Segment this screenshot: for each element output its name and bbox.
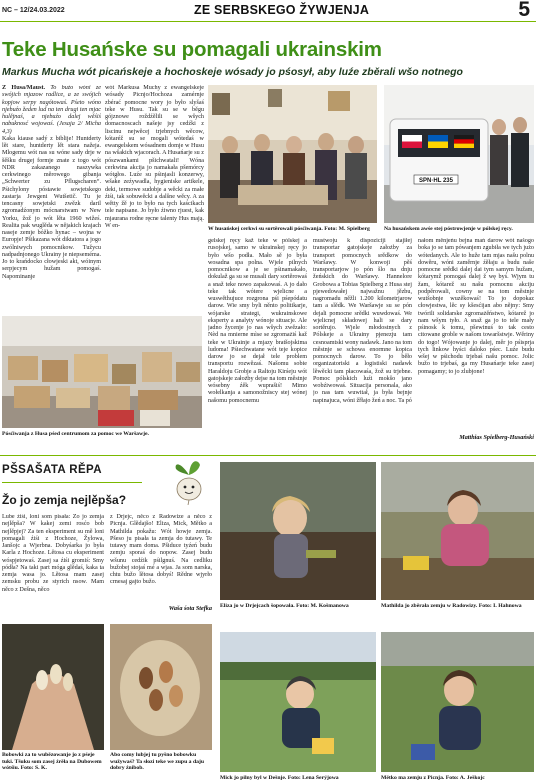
section-column-1 [2,514,104,616]
article-col2-body: wót Markusa Muchy z ewangelskeje wósady Picnjo/Hochoza zamérnje zbérać pomocne wory jo było slyšaś teke w Husu. Tak su se w běgu gójznowe roždźělili se wšych domacnoscach našeje jsy cedźki z liscinu nejwěcej trjebnych wěcow, kótaréž su se mogali wótedaś w ewangelskem wósadnem domje w Husu na wšakich wjacorach. A Husańarje su z pószwankami pšichwatali! Wóna cerkwina akcija jo namakała pšemórcy wótgłos. Luźe su pśinjasli konzerwy, wšake zeźywadla, hygieniske artikele, deki, termowe sudobje a wěcki za małe źiśi, tak sobuwěcki a dalšne wěcy. A za wětty žě jo to było na tych kaścikach tele napisane. Jo było źiwno rjuest, kak mjaurana rodne ręcne talenty Hus mają. W en- [105,85,204,229]
mick-photo [220,632,376,772]
bible-quote: To buźo wóni ze swójich mjazow radlice, a ze swójich kopjow serpy nagótowaś. Pśeto wóno njebuźo žeden lud na ten drugi ten mjac hulějnaś, a njebuźo dalej wěśiś nabuknosć wojowaś. (Jesaja 2/ Micha 4,3) [2,85,101,135]
warsaw-center-image [2,316,202,428]
page-header [0,0,536,22]
bobowki-photo-caption: Bobowki za to wubězowanje jo z pśeje tuki. Tšuku som zasej źrěła na Dubowem wótśiu. Foto: S. K. [2,752,102,772]
article-col5-body: nałom měnjeńu bejna mań darow wót našogo boka jo se tam pówanjem zgubiła we tych jużo wótedanych. Ale to huže tam mjas našu polnu dowěru, wóni zaměrnje źěłaju a budu naše pomocne srědki dalej dai tym samym hužam, kótarymž pomogaś dalej ž wę byś. Wjym tu žam, kótarež su našu pomocnu akciju podpěrowali, cowny se na tom městnje wutšobnje wuzěkowaś! To jo dopokaz cłowjestwa, lěc sy kšesćijan abo nějny: Smy twórili solidarske zgromażěństwo, kótarež jo nam wšym tyło. A snaž ga jo to tele mały pśinosk k tomu, pšewinuś to tak cesto citowane groble w našom towaršstwje. Wěriny do togo! Wójowanje jo dalej, měr jo pśisprja tych linkow hyści daloko pśec. Luźe budu wšej w pśichodu trjebaś našu pomoc. Jolic bužo to trjebaś, ga my Husańarje teke zasej pomagamy; to jo zlubjone! [418,238,534,375]
mick-image [220,632,376,772]
article-subheadline: Markus Mucha wót picańskeje a hochoskeje wósady jo pśosył, aby luźe zběrali wšo notnego [2,66,463,78]
turnip-mascot-icon [170,457,208,505]
metko-photo [381,632,534,772]
section-header-title: ZE SERBSKEGO ŽYWJENJA [194,3,370,17]
eliza-photo [220,462,376,600]
warsaw-center-photo [2,316,202,428]
church-sorting-photo [208,85,377,223]
article-col3-body: gelskej ręcy kaž teke w pólskej a rusojskej, samo w ukrainskej ręcy jo było wšo podła. Mało sě jo była wosadna spa polna. Wjele pilnych pomocnikow a je se pśinamakało, dokulaž ga su se musali dary sortěrowaś a snaž teke nowo zapakowaś. A jo dało teke tak wótere wjelicne a wuswěthujuce rozgrona pśi pśepódatu darow. Wie smy byli něnto politikarje, wójarske strategi, wukrainskowe eksperty a analyty wónoje situacje. Ale jadno žycenje jo nas wšych zwězało: Nèd na mnierne mìse se zgromażiś kaž teke w Ukrainje a mjazy bratšojskima ludoma! Pśiechwatane wót teje kopice darow jo se dejał tele problem transportu rozwězaś. Našomu sobie Haraldoju Grobje a Raltoju Kirśeju wót gatojskeje założby dejse na tom městnje wósebny źěk wuprašiś! Mimo wołelkanja a samonožniscy stej wónej našomu pomocnemu [208,238,307,404]
bobowy-photo-caption: Abo comy lubjej tu pyšno bobowku wužywaś? Ta słozi teke we zupu a daju dobry źnibob. [110,752,205,772]
section-author: Waša śota Stefka [168,605,212,612]
article-col1-body: Kaka kiause sadý z biblije! Huntderty lět stare, huntderty lět stara nažeja. Mlogemu wót nas su wóne sady drje w šěšku drugej formje znate z togo wót NDR zakazanego naszywka cerkwinego měrowego gibanja „Schwerter zu Pflugscharen“. Pśichylony póstawie sowjetskego zastarja Jewgeni Wutšetič. Tu je tencasny sowjetski zwězk daril zgromadźonym mócnarstwam w New Yorku, žož jo wót lěta 1960 wižeś. Realita pak wuglěda w nějakich krajach naseje zemje bóžko hynac – wojna w Europje! Pšikazana wót diktatora a jogo zwólniwych pomocnikow. Tužycu nadpadnjonego Ukrainy je niepseméma. Jo to krańdocko cłowjeski akt, wóinym serpjecym hužam pomogaś. Napominanje [2,135,101,280]
article-dateline: Z Husa/Maust. [2,85,46,91]
bobowki-photo [2,624,104,750]
mathilda-photo [381,462,534,600]
article-column-5 [418,238,534,434]
mick-photo-caption: Mick jo pilny byl w Dešnje. Foto: Lena Šerýjowa [220,775,339,781]
church-photo-caption: W husańskej cerkwi su sortěrowali pósćiwanja. Foto: M. Spielberg [208,226,370,232]
section-title-underline [2,482,142,483]
mathilda-photo-caption: Mathilda jo zběrała zemju w Radowizy. Foto: I. Hahnowa [381,603,522,609]
section-divider [0,455,536,456]
church-sorting-image [208,85,377,223]
article-column-1 [2,85,101,309]
bean-hand-image [2,624,104,750]
section-col1-body: Lube źiśi, loni som pisała: Žo jo zemja nejlěpša? W kakej zemi rosćo bob nejlěpjej? Za ten eksperiment su mě loni pomagali źiśi z Hochoze, Žylowa, Janšojc a Wjerbna. Dobyśarka jo była Karla z Hochoze. Lětosa cu eksperiment wóspjetowaś. Zasej sa źiśi gromiś: Smy pódła? Na taki part móga glědaś, kaka ta zemja wasa jo. Lětosa mam zasej zemsku probu ze styrich nsow. Mam něco z Dešna, něco [2,514,104,593]
car-photo-caption: Na husańskem awśe stej póstrowjenje w pólskej ręcy. [384,226,513,232]
eliza-photo-caption: Eliza jo w Drjejcach šopowała. Foto: M. Košmanowa [220,603,349,609]
section-title: PŠSAŠATA RĚPA [2,464,102,476]
car-plate: SPN·HL 235 [419,178,453,184]
mathilda-image [381,462,534,600]
eliza-image [220,462,376,600]
section-subtitle: Žo jo zemja nejlěpša? [2,493,127,507]
article-col4-body: mustwoju k dispoziciji stajiłej transportar gatojskeje założby za transport pomocnych srědkow do Waršawy. W konwoji pěś transportarjow jo pón šlo na dnju žeńskich do Waršawy. Hannelore Grobowa a Tobias Spielberg z Husa stej pjewedowałej najwažnu jězbu, nagromadu něžli 1.200 kilometrjarow tam a slědk. We Waršawje su se pón dejali pomocne srědki wuwdowaś. We wjelicnej składowej hali se dary sortěrujo. Wjele młodostnych z Pólskeje a Ukrainy pjenezju tam cesnoamtski wony nadawk. Jano na tom městnje se schowa enormne kopica pomocnych darow. To jo běło organizatoriski a logistiski nadawk lěwěcki tam płacowaśa, žož su trjebne. Pomoc pólskich luźi mokšo jano wobźiwowaś. Situacija personala, ako jo nas tam wuwitał, ja była bejnje napinajuca, wóni žřłajo žeń a noc. Ta pó [313,238,412,404]
section-col2-body: z Drjejc, něco z Radowize a něco z Picnja. Glědajšo! Eliza, Mick, Mětko a Mathilda pokažu: Wót howje zemja. Pšeso ju pisała ta zemja do tutawy. Te tutawy mam doma. Pšiduce tyźeń budu zemju sporaś do nopow. Zasej budu wšunu cedźik pśilgnuś. Na cedliku bužobej stojaś mé a wjas. Ja som narska, chtu bužo lětosa dobyś! Rědne wjyrło crnesaj gajto bužo. [110,514,212,586]
article-column-2 [105,85,204,309]
article-column-4 [313,238,412,442]
article-column-3 [208,238,307,442]
article-signature: Matthias Spielberg-Husański [459,434,534,441]
beans-image [110,624,212,750]
bobowy-photo [110,624,212,750]
issue-label: NC – 12/24.03.2022 [2,7,65,14]
car-photo [384,85,534,223]
section-column-2 [110,514,212,602]
page-number: 5 [518,0,530,21]
metko-photo-caption: Mětko ma zemju z Picnja. Foto: A. Ješkojc [381,775,485,781]
article-headline: Teke Husańske su pomagali ukrainskim [2,38,382,61]
car-image [384,85,534,223]
metko-image [381,632,534,772]
warsaw-photo-caption: Pósćiwanja z Husa pśed centrumom za pomoc we Waršawje. [2,431,149,437]
